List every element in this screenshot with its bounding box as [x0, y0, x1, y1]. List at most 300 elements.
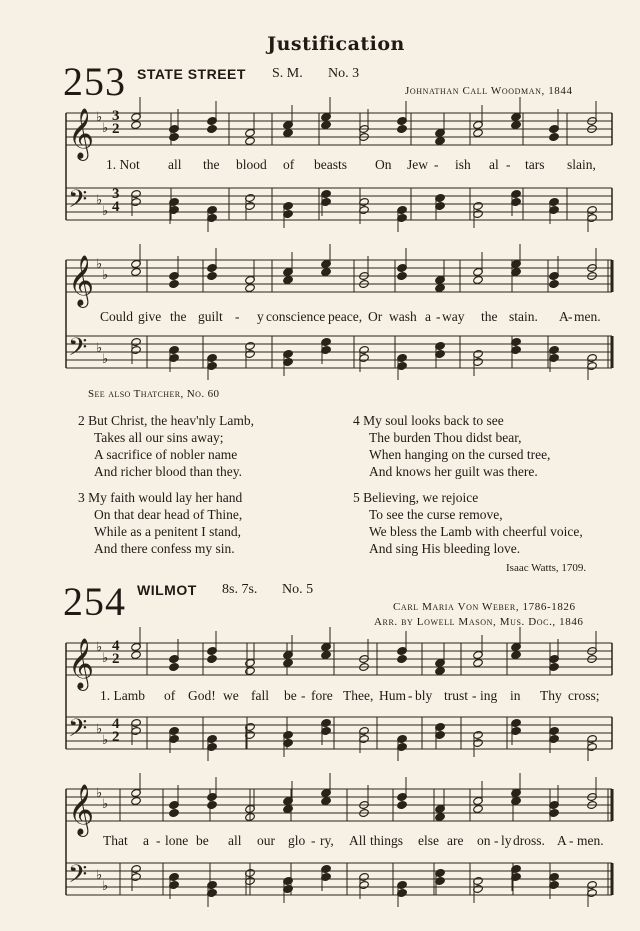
verse-line: And there confess my sin. [94, 541, 235, 556]
lyric-syllable: the [481, 309, 498, 324]
lyric-syllable: a [425, 309, 431, 324]
note-head [397, 654, 408, 663]
lyric-syllable: ry, [320, 833, 334, 848]
note-head [169, 726, 180, 735]
note-head [587, 263, 598, 272]
lyrics-254-line1 [0, 688, 640, 706]
hymn-number-253: 253 [63, 59, 126, 104]
verse-number: 5 [353, 490, 360, 505]
note-head [587, 124, 598, 133]
note-head [435, 812, 446, 821]
composer-253: Johnathan Call Woodman, 1844 [405, 85, 573, 97]
verse-line: On that dear head of Thine, [94, 507, 243, 522]
note-head [397, 116, 408, 125]
note-head [473, 796, 484, 805]
note-head [207, 792, 218, 801]
note-head [321, 259, 332, 268]
note-head [207, 353, 218, 362]
note-head [131, 267, 142, 276]
note-head [359, 726, 370, 735]
note-head [245, 722, 256, 731]
note-head [587, 646, 598, 655]
note-head [207, 880, 218, 889]
time-sig-top: 4 [112, 638, 120, 654]
note-head [245, 868, 256, 877]
time-sig-bottom: 2 [112, 121, 120, 137]
note-head [473, 738, 484, 747]
note-head [587, 888, 598, 897]
lyric-syllable: - [569, 833, 574, 848]
lyric-syllable: Thy [540, 688, 562, 703]
note-head [321, 726, 332, 735]
treble-clef-icon: 𝄞 [68, 255, 95, 306]
note-head [169, 345, 180, 354]
lyric-syllable: peace, [328, 309, 363, 324]
note-head [131, 650, 142, 659]
lyrics-253-line1 [0, 157, 640, 175]
verse-line: A sacrifice of nobler name [94, 447, 238, 462]
treble-clef-icon: 𝄞 [68, 638, 95, 689]
note-head [549, 353, 560, 362]
verse-line: While as a penitent I stand, [94, 524, 241, 539]
verse-line: And richer blood than they. [94, 464, 242, 479]
note-head [207, 800, 218, 809]
flat-sign: ♭ [102, 732, 109, 747]
note-head [397, 263, 408, 272]
lyric-syllable: - [506, 157, 511, 172]
time-sig-bottom: 4 [112, 199, 120, 215]
note-head [473, 876, 484, 885]
note-head [207, 213, 218, 222]
lyric-syllable: dross. [513, 833, 545, 848]
treble-clef-icon: 𝄞 [68, 784, 95, 835]
verse-line: My soul looks back to see [363, 413, 504, 428]
note-head [359, 271, 370, 280]
note-head [283, 884, 294, 893]
note-head [207, 116, 218, 125]
verse-line: And knows her guilt was there. [369, 464, 538, 479]
lyric-syllable: tars [525, 157, 545, 172]
note-head [283, 201, 294, 210]
lyric-syllable: are [447, 833, 464, 848]
flat-sign: ♭ [102, 351, 109, 366]
note-head [321, 718, 332, 727]
lyric-syllable: our [257, 833, 275, 848]
note-head [283, 357, 294, 366]
verse-line: My faith would lay her hand [88, 490, 243, 505]
lyric-syllable: - [436, 309, 441, 324]
treble-clef-icon: 𝄞 [68, 108, 95, 159]
lyric-syllable: fall [251, 688, 269, 703]
note-head [435, 128, 446, 137]
note-head [435, 275, 446, 284]
note-head [511, 788, 522, 797]
note-head [587, 353, 598, 362]
note-head [283, 128, 294, 137]
note-head [321, 267, 332, 276]
note-head [473, 884, 484, 893]
flat-sign: ♭ [96, 340, 103, 355]
note-head [131, 112, 142, 121]
lyric-syllable: On [375, 157, 392, 172]
bass-clef-icon: 𝄢 [68, 333, 88, 368]
note-head [245, 812, 256, 821]
note-head [321, 345, 332, 354]
lyric-syllable: ly [501, 833, 512, 848]
note-head [397, 205, 408, 214]
flat-sign: ♭ [96, 256, 103, 271]
tune-number-253: No. 3 [328, 66, 360, 81]
lyric-syllable: - [301, 688, 306, 703]
note-head [283, 120, 294, 129]
lyric-syllable: give [138, 309, 162, 324]
time-signature-bass-254 [112, 718, 120, 744]
verse-number: 2 [78, 413, 85, 428]
note-head [435, 341, 446, 350]
verse-line: When hanging on the cursed tree, [369, 447, 551, 462]
lyric-syllable: al [489, 157, 499, 172]
note-head [435, 201, 446, 210]
note-head [321, 864, 332, 873]
note-head [587, 742, 598, 751]
verse-line: Believing, we rejoice [363, 490, 479, 505]
note-head [435, 283, 446, 292]
lyric-syllable: way [442, 309, 465, 324]
note-head [549, 132, 560, 141]
flat-sign: ♭ [102, 796, 109, 811]
note-head [245, 666, 256, 675]
note-head [397, 124, 408, 133]
lyric-syllable: That [103, 833, 128, 848]
tune-name-253: STATE STREET [137, 66, 246, 82]
note-head [207, 742, 218, 751]
note-head [359, 345, 370, 354]
flat-sign: ♭ [96, 192, 103, 207]
note-head [169, 800, 180, 809]
note-head [169, 662, 180, 671]
note-head [169, 132, 180, 141]
note-head [511, 267, 522, 276]
note-head [359, 132, 370, 141]
note-head [169, 880, 180, 889]
note-head [549, 197, 560, 206]
lyric-syllable: in [510, 688, 521, 703]
note-head [397, 800, 408, 809]
note-head [549, 808, 560, 817]
lyric-syllable: guilt [198, 309, 223, 324]
lyric-syllable: stain. [509, 309, 538, 324]
note-head [245, 658, 256, 667]
see-also-note: See also Thatcher, No. 60 [88, 388, 220, 400]
note-head [131, 642, 142, 651]
note-head [473, 275, 484, 284]
note-head [207, 654, 218, 663]
note-head [359, 205, 370, 214]
note-head [321, 120, 332, 129]
note-head [169, 734, 180, 743]
lyric-syllable: - [568, 309, 573, 324]
lyric-syllable: glo [288, 833, 306, 848]
note-head [169, 197, 180, 206]
note-head [131, 259, 142, 268]
note-head [131, 718, 142, 727]
lyric-syllable: be [196, 833, 209, 848]
note-head [283, 738, 294, 747]
note-head [397, 361, 408, 370]
verse-number: 3 [78, 490, 85, 505]
note-head [397, 792, 408, 801]
note-head [511, 189, 522, 198]
arranger-254: Arr. by Lowell Mason, Mus. Doc., 1846 [374, 616, 584, 628]
note-head [321, 337, 332, 346]
note-head [587, 654, 598, 663]
note-head [473, 650, 484, 659]
note-head [359, 808, 370, 817]
lyric-syllable: of [283, 157, 295, 172]
lyric-syllable: of [164, 688, 176, 703]
flat-sign: ♭ [96, 721, 103, 736]
note-head [131, 872, 142, 881]
note-head [587, 734, 598, 743]
bass-clef-icon: 𝄢 [68, 860, 88, 895]
note-head [587, 361, 598, 370]
lyric-syllable: A [557, 833, 567, 848]
note-head [245, 341, 256, 350]
note-head [131, 788, 142, 797]
time-sig-bottom: 2 [112, 651, 120, 667]
note-head [359, 654, 370, 663]
lyric-syllable: the [170, 309, 187, 324]
note-head [435, 658, 446, 667]
note-head [397, 646, 408, 655]
note-head [283, 730, 294, 739]
note-head [207, 271, 218, 280]
note-head [131, 120, 142, 129]
note-head [321, 796, 332, 805]
lyric-syllable: trust [444, 688, 469, 703]
lyrics-254-line2 [0, 833, 640, 851]
note-head [359, 124, 370, 133]
lyric-syllable: men. [574, 309, 601, 324]
note-head [397, 213, 408, 222]
lyric-syllable: - [494, 833, 499, 848]
note-head [169, 271, 180, 280]
time-sig-bottom: 2 [112, 729, 120, 745]
note-head [587, 213, 598, 222]
verse-line: To see the curse remove, [369, 507, 503, 522]
lyric-syllable: - [235, 309, 240, 324]
verse-line: We bless the Lamb with cheerful voice, [369, 524, 583, 539]
bass-clef-icon: 𝄢 [68, 714, 88, 749]
note-head [245, 193, 256, 202]
flat-sign: ♭ [102, 120, 109, 135]
note-head [549, 800, 560, 809]
author-credit-253: Isaac Watts, 1709. [506, 562, 587, 574]
verse-number: 4 [353, 413, 360, 428]
note-head [283, 804, 294, 813]
note-head [587, 792, 598, 801]
lyric-syllable: a [143, 833, 149, 848]
note-head [549, 205, 560, 214]
note-head [321, 112, 332, 121]
note-head [321, 197, 332, 206]
lyric-syllable: conscience [266, 309, 326, 324]
note-head [511, 112, 522, 121]
note-head [245, 283, 256, 292]
note-head [245, 349, 256, 358]
note-head [321, 189, 332, 198]
flat-sign: ♭ [102, 203, 109, 218]
note-head [169, 353, 180, 362]
lyric-syllable: A [559, 309, 569, 324]
note-head [587, 116, 598, 125]
lyric-syllable: cross; [568, 688, 600, 703]
note-head [549, 662, 560, 671]
note-head [207, 888, 218, 897]
note-head [245, 201, 256, 210]
note-head [169, 872, 180, 881]
lyric-syllable: Could [100, 309, 134, 324]
note-head [435, 666, 446, 675]
note-head [245, 730, 256, 739]
note-head [359, 734, 370, 743]
note-head [245, 136, 256, 145]
note-head [549, 279, 560, 288]
lyric-syllable: All [349, 833, 367, 848]
verse-line: And sing His bleeding love. [369, 541, 521, 556]
note-head [587, 800, 598, 809]
lyric-syllable: we [223, 688, 239, 703]
note-head [359, 880, 370, 889]
note-head [207, 646, 218, 655]
lyric-syllable: beasts [314, 157, 347, 172]
note-head [283, 796, 294, 805]
flat-sign: ♭ [96, 867, 103, 882]
note-head [511, 650, 522, 659]
lyric-syllable: - [156, 833, 161, 848]
note-head [511, 337, 522, 346]
note-head [511, 872, 522, 881]
bass-clef-icon: 𝄢 [68, 185, 88, 220]
lyric-syllable: wash [389, 309, 417, 324]
note-head [587, 271, 598, 280]
time-sig-top: 4 [112, 716, 120, 732]
note-head [359, 279, 370, 288]
note-head [511, 345, 522, 354]
note-head [549, 726, 560, 735]
note-head [511, 120, 522, 129]
lyric-syllable: 1. Lamb [100, 688, 145, 703]
note-head [131, 864, 142, 873]
time-signature-treble-254 [112, 640, 120, 666]
verse-3 [78, 489, 242, 557]
note-head [207, 124, 218, 133]
lyric-syllable: men. [577, 833, 604, 848]
note-head [473, 349, 484, 358]
note-head [283, 209, 294, 218]
lyric-syllable: on [477, 833, 491, 848]
lyric-syllable: - [408, 688, 413, 703]
note-head [359, 872, 370, 881]
verse-line: But Christ, the heav'nly Lamb, [88, 413, 255, 428]
meter-253: S. M. [272, 66, 303, 81]
lyric-syllable: be [284, 688, 297, 703]
hymn-number-254: 254 [63, 579, 126, 624]
verse-5 [353, 489, 583, 557]
note-head [549, 271, 560, 280]
note-head [511, 259, 522, 268]
tune-name-254: WILMOT [137, 582, 197, 598]
lyric-syllable: Hum [379, 688, 406, 703]
lyric-syllable: 1. Not [106, 157, 140, 172]
lyric-syllable: - [472, 688, 477, 703]
flat-sign: ♭ [102, 267, 109, 282]
note-head [283, 349, 294, 358]
time-signature-treble-253 [112, 110, 120, 136]
note-head [131, 189, 142, 198]
note-head [321, 872, 332, 881]
note-head [549, 734, 560, 743]
lyric-syllable: Jew [407, 157, 428, 172]
note-head [359, 800, 370, 809]
note-head [131, 726, 142, 735]
note-head [245, 876, 256, 885]
note-head [397, 888, 408, 897]
note-head [473, 267, 484, 276]
note-head [321, 642, 332, 651]
note-head [397, 271, 408, 280]
note-head [435, 876, 446, 885]
note-head [283, 650, 294, 659]
verse-2 [78, 412, 254, 480]
note-head [283, 876, 294, 885]
note-head [473, 730, 484, 739]
note-head [473, 209, 484, 218]
note-head [549, 880, 560, 889]
meter-254: 8s. 7s. [222, 582, 258, 597]
note-head [131, 345, 142, 354]
note-head [245, 128, 256, 137]
note-head [511, 642, 522, 651]
lyric-syllable: Thee, [343, 688, 374, 703]
time-sig-top: 3 [112, 186, 120, 202]
lyric-syllable: ing [480, 688, 498, 703]
note-head [321, 650, 332, 659]
note-head [435, 730, 446, 739]
lyrics-253-line2 [0, 309, 640, 327]
note-head [359, 353, 370, 362]
note-head [435, 868, 446, 877]
note-head [511, 726, 522, 735]
note-head [131, 197, 142, 206]
lyric-syllable: ish [455, 157, 471, 172]
note-head [397, 880, 408, 889]
note-head [587, 880, 598, 889]
note-head [397, 734, 408, 743]
note-head [169, 124, 180, 133]
note-head [473, 201, 484, 210]
lyric-syllable: - [434, 157, 439, 172]
note-head [207, 205, 218, 214]
lyric-syllable: Or [368, 309, 383, 324]
note-head [473, 658, 484, 667]
note-head [169, 654, 180, 663]
note-head [245, 804, 256, 813]
note-head [321, 788, 332, 797]
time-sig-top: 3 [112, 108, 120, 124]
flat-sign: ♭ [102, 878, 109, 893]
note-head [283, 658, 294, 667]
